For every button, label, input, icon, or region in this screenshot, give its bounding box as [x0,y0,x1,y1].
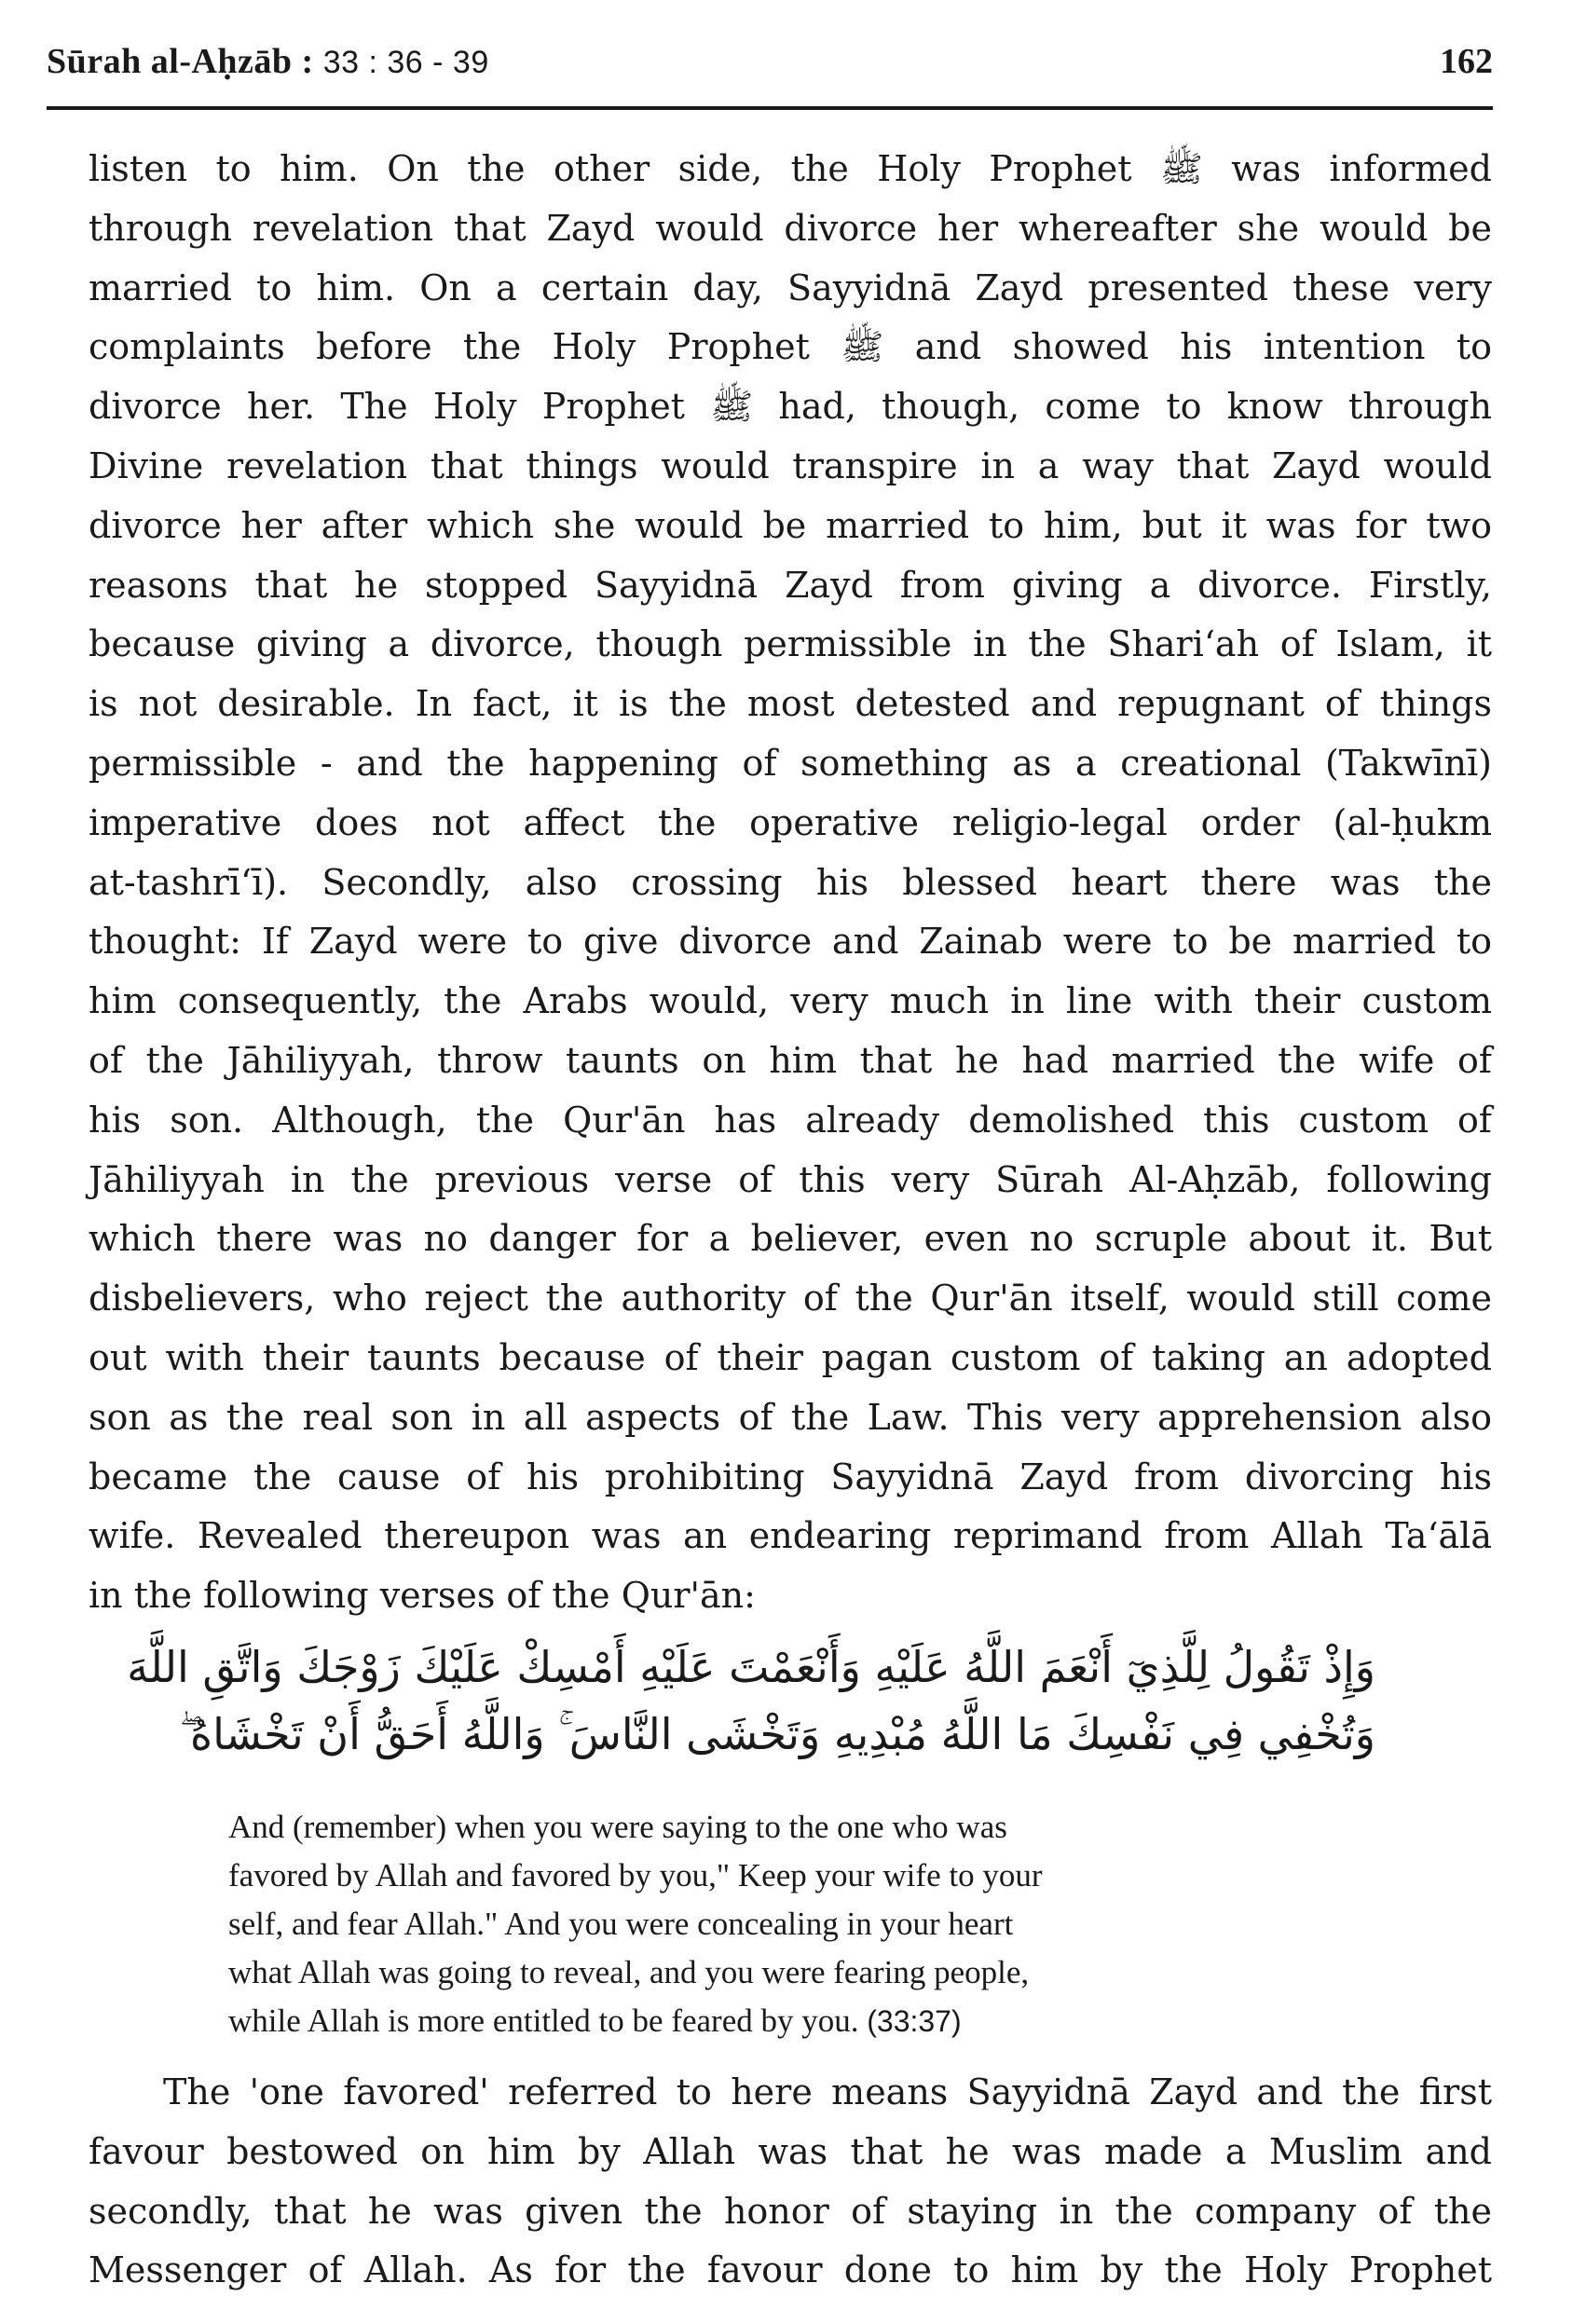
text-line: married to him. On a certain day, Sayyidnā Zayd presented these very [89,267,1492,308]
text-line: favour bestowed on him by Allah was that he was made a Muslim and [89,2130,1492,2172]
page-number: 162 [1440,42,1493,81]
text-line: Divine revelation that things would transpire in a way that Zayd would [89,444,1492,486]
verse-translation [228,1803,1365,2045]
arabic-line: وَتُخْفِي فِي نَفْسِكَ مَا اللَّهُ مُبْدِيهِ وَتَخْشَى النَّاسَ ۚ وَاللَّهُ أَحَقُّ أَنْ تَخْشَاهُ ۖ [179,1709,1375,1759]
text-line: him consequently, the Arabs would, very much in line with their custom [89,980,1492,1022]
text-line: complaints before the Holy Prophet ﷺ and showed his intention to [89,326,1493,368]
translation-line: what Allah was going to reveal, and you were fearing people, [228,1954,1030,1990]
text-line: reasons that he stopped Sayyidnā Zayd from giving a divorce. Firstly, [89,564,1492,606]
surah-title: Sūrah al-Aḥzāb : [47,42,314,81]
translation-line: favored by Allah and favored by you," Keep your wife to your [228,1857,1043,1893]
text-line: of the Jāhiliyyah, throw taunts on him that he had married the wife of [89,1039,1492,1081]
text-line: became the cause of his prohibiting Sayyidnā Zayd from divorcing his [89,1456,1492,1497]
text-line: is not desirable. In fact, it is the most detested and repugnant of things [89,683,1492,725]
text-line: divorce her. The Holy Prophet ﷺ had, though, come to know through [89,386,1492,428]
translation-line-last [228,1997,1365,2045]
text-line: which there was no danger for a believer, even no scruple about it. But [89,1218,1492,1260]
text-line: permissible - and the happening of something as a creational (Takwīnī) [89,742,1492,784]
text-line: thought: If Zayd were to give divorce and Zainab were to be married to [89,921,1492,963]
text-line: his son. Although, the Qur'ān has already demolished this custom of [89,1099,1492,1141]
text-line: The 'one favored' referred to here means Sayyidnā Zayd and the first [163,2071,1492,2112]
translation-line: And (remember) when you were saying to the one who was [228,1809,1007,1845]
running-header [47,41,1493,110]
arabic-line: وَإِذْ تَقُولُ لِلَّذِيٓ أَنْعَمَ اللَّهُ عَلَيْهِ وَأَنْعَمْتَ عَلَيْهِ أَمْسِكْ عَلَيْكَ زَوْجَكَ وَاتَّقِ اللَّهَ [127,1642,1375,1692]
quran-verse-arabic [127,1634,1375,1769]
text-line: listen to him. On the other side, the Holy Prophet ﷺ was informed [89,148,1492,189]
paragraph-main [89,140,1492,1626]
text-line: because giving a divorce, though permissible in the Shari‘ah of Islam, it [89,623,1492,665]
text-line: through revelation that Zayd would divorce her whereafter she would be [89,207,1492,249]
translation-line: self, and fear Allah." And you were concealing in your heart [228,1906,1014,1942]
text-line: in the following verses of the Qur'ān: [89,1575,756,1617]
verse-range: 33 : 36 - 39 [322,45,489,80]
text-line: Messenger of Allah. As for the favour done to him by the Holy Prophet [89,2249,1492,2291]
verse-citation: (33:37) [867,2004,962,2038]
chapter-heading [47,41,489,82]
text-line: secondly, that he was given the honor of staying in the company of the [89,2190,1492,2232]
text-line: out with their taunts because of their pagan custom of taking an adopted [89,1336,1492,1378]
text-line: wife. Revealed thereupon was an endearing reprimand from Allah Ta‘ālā [89,1515,1492,1557]
text-line: disbelievers, who reject the authority of the Qur'ān itself, would still come [89,1278,1492,1319]
text-line: imperative does not affect the operative religio-legal order (al-ḥukm [89,801,1492,843]
text-line: son as the real son in all aspects of the Law. This very apprehension also [89,1396,1492,1438]
text-line: divorce her after which she would be married to him, but it was for two [89,504,1492,546]
translation-text: while Allah is more entitled to be feared by you. [228,2003,859,2039]
text-line: Jāhiliyyah in the previous verse of this very Sūrah Al-Aḥzāb, following [89,1158,1492,1200]
paragraph-commentary [89,2063,1492,2301]
text-line: at-tashrī‘ī). Secondly, also crossing his blessed heart there was the [89,861,1492,903]
